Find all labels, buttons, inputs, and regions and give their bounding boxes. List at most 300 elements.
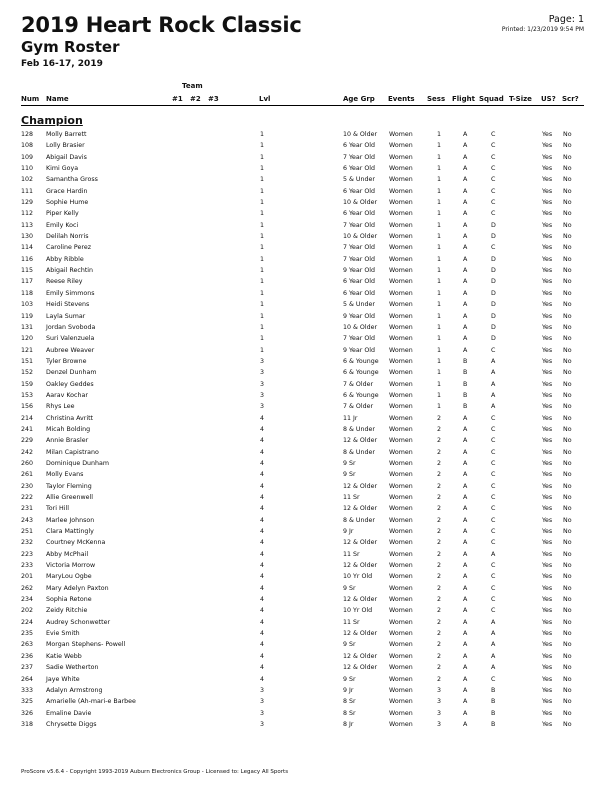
cell-us: Yes [542,278,553,286]
cell-age-grp: 6 Year Old [343,142,376,150]
cell-num: 231 [21,505,34,513]
table-row [0,460,612,471]
cell-flight: B [463,391,468,399]
cell-squad: C [491,165,496,173]
cell-sess: 1 [437,210,442,218]
cell-scr: No [563,221,572,229]
cell-events: Women [389,573,413,581]
cell-flight: A [463,346,468,354]
roster-table [0,131,612,732]
cell-age-grp: 10 & Older [343,233,378,241]
cell-lvl: 4 [260,516,265,524]
cell-events: Women [389,471,413,479]
cell-squad: A [491,652,496,660]
cell-num: 118 [21,289,34,297]
cell-squad: C [491,187,496,195]
cell-num: 230 [21,482,34,490]
table-row [0,415,612,426]
cell-num: 117 [21,278,34,286]
cell-us: Yes [542,312,553,320]
cell-lvl: 3 [260,391,265,399]
cell-flight: A [463,199,468,207]
cell-num: 263 [21,641,34,649]
cell-age-grp: 7 Year Old [343,255,376,263]
cell-squad: C [491,437,496,445]
cell-scr: No [563,437,572,445]
cell-lvl: 3 [260,686,265,694]
cell-num: 202 [21,607,34,615]
cell-name: Delilah Norris [46,233,89,241]
cell-events: Women [389,584,413,592]
cell-squad: C [491,607,496,615]
cell-name: Mary Adelyn Paxton [46,584,109,592]
cell-events: Women [389,142,413,150]
cell-us: Yes [542,323,553,331]
cell-squad: C [491,142,496,150]
cell-flight: A [463,720,468,728]
cell-age-grp: 9 Sr [343,584,356,592]
cell-flight: A [463,528,468,536]
cell-us: Yes [542,244,553,252]
column-header-sess: Sess [427,95,446,103]
cell-lvl: 1 [260,199,265,207]
cell-name: Audrey Schonwetter [46,618,111,626]
cell-lvl: 4 [260,448,265,456]
cell-num: 260 [21,459,34,467]
cell-us: Yes [542,494,553,501]
cell-us: Yes [542,301,553,309]
table-row [0,653,612,664]
cell-us: Yes [542,596,553,604]
cell-sess: 1 [437,131,442,138]
cell-sess: 2 [437,539,442,547]
cell-name: Lolly Brasier [46,142,85,150]
cell-squad: A [491,641,496,649]
cell-lvl: 1 [260,131,265,138]
cell-num: 333 [21,686,34,694]
meet-dates: Feb 16-17, 2019 [21,59,103,69]
cell-flight: A [463,278,468,286]
cell-flight: A [463,562,468,570]
cell-events: Women [389,301,413,309]
cell-sess: 2 [437,607,442,615]
cell-us: Yes [542,505,553,513]
header-divider [21,105,584,106]
cell-flight: A [463,516,468,524]
cell-sess: 3 [437,686,442,694]
cell-us: Yes [542,187,553,195]
cell-us: Yes [542,562,553,570]
cell-flight: A [463,187,468,195]
cell-sess: 1 [437,335,442,343]
report-title: 2019 Heart Rock Classic [21,13,302,37]
cell-num: 234 [21,596,34,604]
cell-scr: No [563,153,572,161]
cell-name: Denzel Dunham [46,369,97,377]
table-row [0,630,612,641]
cell-us: Yes [542,210,553,218]
cell-num: 130 [21,233,34,241]
table-row [0,403,612,414]
cell-us: Yes [542,584,553,592]
cell-flight: A [463,698,468,706]
cell-events: Women [389,630,413,638]
cell-num: 325 [21,698,34,706]
cell-flight: A [463,550,468,558]
cell-flight: A [463,165,468,173]
cell-events: Women [389,289,413,297]
cell-scr: No [563,357,572,365]
cell-events: Women [389,720,413,728]
cell-lvl: 1 [260,346,265,354]
cell-us: Yes [542,641,553,649]
table-row [0,710,612,721]
cell-lvl: 3 [260,709,265,717]
cell-us: Yes [542,346,553,354]
cell-age-grp: 9 Jr [343,528,354,536]
cell-num: 108 [21,142,34,150]
cell-squad: C [491,516,496,524]
cell-num: 224 [21,618,34,626]
cell-name: Oakley Geddes [46,380,94,388]
cell-scr: No [563,199,572,207]
cell-us: Yes [542,414,553,422]
cell-scr: No [563,414,572,422]
cell-us: Yes [542,539,553,547]
cell-flight: A [463,596,468,604]
cell-us: Yes [542,686,553,694]
cell-age-grp: 12 & Older [343,437,378,445]
cell-name: Abby McPhail [46,550,89,558]
cell-us: Yes [542,664,553,672]
cell-events: Women [389,528,413,536]
cell-events: Women [389,233,413,241]
cell-sess: 2 [437,584,442,592]
cell-sess: 1 [437,142,442,150]
cell-squad: A [491,391,496,399]
cell-squad: D [491,289,496,297]
cell-us: Yes [542,233,553,241]
cell-squad: C [491,505,496,513]
table-row [0,664,612,675]
cell-scr: No [563,391,572,399]
cell-scr: No [563,584,572,592]
cell-us: Yes [542,267,553,275]
cell-squad: C [491,414,496,422]
cell-num: 103 [21,301,34,309]
cell-scr: No [563,448,572,456]
cell-events: Women [389,312,413,320]
cell-age-grp: 11 Sr [343,550,360,558]
cell-num: 153 [21,391,34,399]
table-row [0,676,612,687]
cell-age-grp: 12 & Older [343,505,378,513]
cell-squad: A [491,664,496,672]
cell-num: 242 [21,448,34,456]
cell-flight: A [463,289,468,297]
cell-sess: 2 [437,505,442,513]
cell-sess: 2 [437,664,442,672]
cell-age-grp: 5 & Under [343,301,375,309]
cell-scr: No [563,573,572,581]
cell-name: Suri Valenzuela [46,335,95,343]
cell-age-grp: 9 Year Old [343,346,376,354]
cell-us: Yes [542,391,553,399]
table-row [0,449,612,460]
cell-name: Heidi Stevens [46,301,90,309]
cell-num: 262 [21,584,34,592]
cell-scr: No [563,403,572,411]
cell-name: Micah Bolding [46,425,91,433]
cell-age-grp: 6 Year Old [343,289,376,297]
cell-events: Women [389,539,413,547]
cell-us: Yes [542,369,553,377]
cell-events: Women [389,244,413,252]
cell-name: Victoria Morrow [46,562,96,570]
cell-age-grp: 7 Year Old [343,244,376,252]
table-row [0,290,612,301]
cell-scr: No [563,539,572,547]
cell-scr: No [563,550,572,558]
cell-flight: A [463,267,468,275]
cell-sess: 1 [437,289,442,297]
cell-flight: A [463,494,468,501]
cell-scr: No [563,494,572,501]
cell-name: Morgan Stephens- Powell [46,641,126,649]
table-row [0,324,612,335]
cell-name: Emaline Davie [46,709,92,717]
cell-flight: A [463,482,468,490]
cell-scr: No [563,482,572,490]
cell-lvl: 4 [260,630,265,638]
cell-sess: 1 [437,391,442,399]
cell-us: Yes [542,153,553,161]
cell-squad: C [491,459,496,467]
cell-scr: No [563,335,572,343]
cell-squad: D [491,335,496,343]
cell-age-grp: 8 & Under [343,448,375,456]
cell-scr: No [563,323,572,331]
cell-squad: A [491,380,496,388]
cell-age-grp: 8 Sr [343,709,356,717]
cell-events: Women [389,448,413,456]
cell-lvl: 4 [260,584,265,592]
cell-events: Women [389,686,413,694]
cell-sess: 1 [437,403,442,411]
cell-name: Kimi Goya [46,165,79,173]
cell-flight: A [463,233,468,241]
column-header-tsize: T-Size [509,95,532,103]
cell-lvl: 4 [260,618,265,626]
cell-lvl: 1 [260,176,265,184]
cell-name: Tori Hill [46,505,69,513]
cell-lvl: 4 [260,414,265,422]
cell-squad: D [491,312,496,320]
cell-name: Annie Brasler [46,437,89,445]
cell-squad: D [491,233,496,241]
cell-sess: 2 [437,471,442,479]
cell-scr: No [563,369,572,377]
cell-lvl: 4 [260,528,265,536]
cell-name: Molly Evans [46,471,84,479]
report-subtitle: Gym Roster [21,38,120,56]
cell-age-grp: 11 Sr [343,494,360,501]
cell-num: 201 [21,573,34,581]
table-row [0,721,612,732]
cell-flight: A [463,584,468,592]
cell-name: Dominique Dunham [46,459,110,467]
cell-sess: 1 [437,233,442,241]
section-title-champion: Champion [21,114,83,127]
cell-name: Emily Koci [46,221,79,229]
cell-name: Jaye White [46,675,80,683]
cell-flight: A [463,641,468,649]
cell-us: Yes [542,607,553,615]
cell-flight: A [463,335,468,343]
cell-name: Aubree Weaver [46,346,95,354]
column-header-squad: Squad [479,95,504,103]
cell-us: Yes [542,221,553,229]
cell-sess: 1 [437,176,442,184]
cell-sess: 2 [437,494,442,501]
cell-events: Women [389,187,413,195]
cell-scr: No [563,176,572,184]
cell-squad: C [491,482,496,490]
cell-scr: No [563,630,572,638]
table-row [0,619,612,630]
table-row [0,267,612,278]
cell-scr: No [563,698,572,706]
cell-flight: A [463,459,468,467]
cell-scr: No [563,618,572,626]
cell-squad: C [491,562,496,570]
cell-us: Yes [542,675,553,683]
cell-name: Amarielle (Ah-mari-e Barbee [46,698,136,706]
cell-flight: A [463,505,468,513]
cell-flight: A [463,686,468,694]
cell-lvl: 3 [260,357,265,365]
cell-us: Yes [542,471,553,479]
cell-flight: A [463,630,468,638]
column-header-scr: Scr? [562,95,579,103]
cell-num: 115 [21,267,34,275]
cell-age-grp: 6 & Younge [343,357,379,365]
cell-age-grp: 10 Yr Old [343,573,373,581]
cell-age-grp: 12 & Older [343,630,378,638]
cell-num: 223 [21,550,34,558]
cell-flight: A [463,244,468,252]
cell-age-grp: 6 Year Old [343,165,376,173]
column-header-team2: #2 [190,95,201,103]
cell-age-grp: 9 Year Old [343,312,376,320]
cell-events: Women [389,516,413,524]
cell-sess: 1 [437,278,442,286]
cell-num: 102 [21,176,34,184]
cell-num: 113 [21,221,34,229]
table-row [0,278,612,289]
cell-scr: No [563,380,572,388]
cell-age-grp: 7 & Older [343,403,374,411]
cell-age-grp: 9 Jr [343,686,354,694]
cell-num: 232 [21,539,34,547]
cell-lvl: 3 [260,403,265,411]
cell-sess: 2 [437,596,442,604]
cell-lvl: 4 [260,505,265,513]
cell-squad: D [491,301,496,309]
cell-name: Adalyn Armstrong [46,686,103,694]
cell-lvl: 4 [260,539,265,547]
cell-flight: A [463,131,468,138]
table-row [0,505,612,516]
cell-lvl: 1 [260,221,265,229]
cell-num: 129 [21,199,34,207]
cell-sess: 2 [437,573,442,581]
cell-squad: C [491,573,496,581]
column-header-num: Num [21,95,40,103]
cell-sess: 1 [437,369,442,377]
cell-squad: C [491,675,496,683]
cell-age-grp: 12 & Older [343,652,378,660]
cell-sess: 1 [437,165,442,173]
cell-sess: 1 [437,244,442,252]
cell-scr: No [563,210,572,218]
cell-name: Chrysette Diggs [46,720,97,728]
cell-squad: C [491,153,496,161]
cell-us: Yes [542,550,553,558]
page-number: Page: 1 [548,14,584,25]
printed-timestamp: Printed: 1/23/2019 9:54 PM [501,26,584,33]
cell-flight: B [463,380,468,388]
cell-num: 243 [21,516,34,524]
cell-scr: No [563,255,572,263]
table-row [0,222,612,233]
cell-events: Women [389,607,413,615]
cell-sess: 2 [437,437,442,445]
cell-age-grp: 12 & Older [343,562,378,570]
cell-sess: 1 [437,380,442,388]
cell-age-grp: 11 Sr [343,618,360,626]
cell-scr: No [563,664,572,672]
cell-num: 121 [21,346,34,354]
cell-scr: No [563,641,572,649]
cell-flight: A [463,709,468,717]
cell-lvl: 4 [260,596,265,604]
cell-squad: C [491,176,496,184]
cell-squad: C [491,210,496,218]
table-row [0,528,612,539]
cell-scr: No [563,233,572,241]
cell-num: 261 [21,471,34,479]
cell-us: Yes [542,131,553,138]
cell-us: Yes [542,618,553,626]
cell-age-grp: 9 Sr [343,675,356,683]
cell-num: 156 [21,403,34,411]
column-header-age-grp: Age Grp [343,95,375,103]
cell-squad: A [491,403,496,411]
cell-sess: 3 [437,720,442,728]
cell-flight: A [463,425,468,433]
cell-scr: No [563,720,572,728]
table-row [0,641,612,652]
cell-sess: 1 [437,357,442,365]
cell-squad: C [491,346,496,354]
cell-events: Women [389,596,413,604]
cell-lvl: 4 [260,471,265,479]
cell-events: Women [389,482,413,490]
cell-num: 251 [21,528,34,536]
cell-events: Women [389,403,413,411]
cell-flight: A [463,652,468,660]
